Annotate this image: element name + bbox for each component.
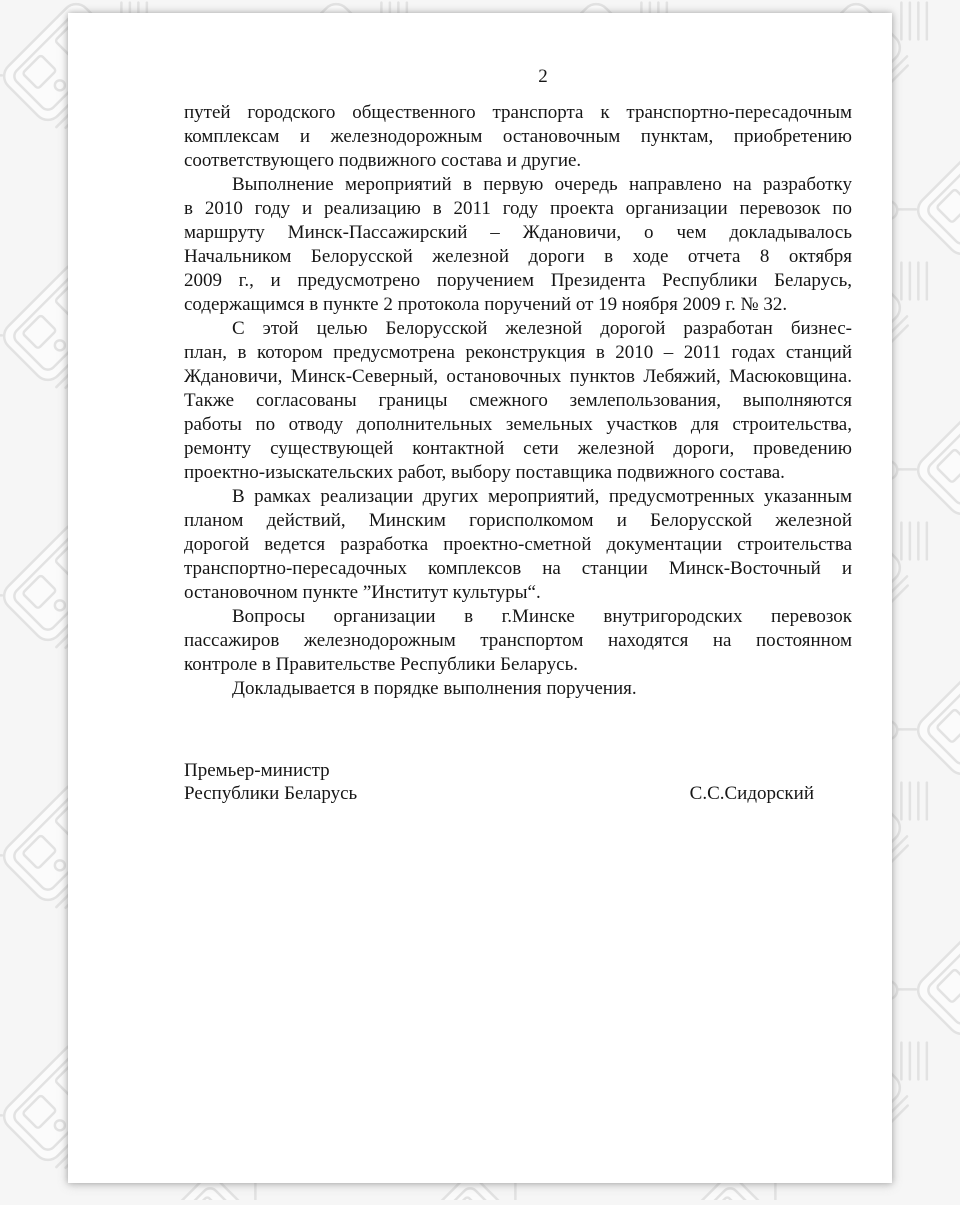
signatory-title-line: Премьер-министр	[184, 760, 330, 781]
paragraph	[184, 317, 852, 485]
text-line: дорогой ведется разработка проектно-сметной документации строительства	[184, 534, 852, 555]
document-page	[68, 13, 892, 1183]
text-line: Выполнение мероприятий в первую очередь направлено на разработку	[232, 174, 852, 195]
text-line: проектно-изыскательских работ, выбору поставщика подвижного состава.	[184, 462, 785, 483]
signature-block	[184, 759, 852, 805]
paragraph	[184, 605, 852, 677]
text-line: работы по отводу дополнительных земельных участков для строительства,	[184, 414, 852, 435]
text-line: маршруту Минск-Пассажирский – Ждановичи, о чем докладывалось	[184, 222, 852, 243]
text-line: путей городского общественного транспорта к транспортно-пересадочным	[184, 102, 852, 123]
text-line: в 2010 году и реализацию в 2011 году проекта организации перевозок по	[184, 198, 852, 219]
text-line: соответствующего подвижного состава и другие.	[184, 150, 582, 171]
text-line: содержащимся в пункте 2 протокола поручений от 19 ноября 2009 г. № 32.	[184, 294, 788, 315]
signatory-title	[184, 759, 357, 805]
text-line: транспортно-пересадочных комплексов на станции Минск-Восточный и	[184, 558, 852, 579]
text-line: В рамках реализации других мероприятий, предусмотренных указанным	[232, 486, 852, 507]
text-line: 2009 г., и предусмотрено поручением Президента Республики Беларусь,	[184, 270, 852, 291]
text-line: контроле в Правительстве Республики Беларусь.	[184, 654, 578, 675]
text-line: Докладывается в порядке выполнения поручения.	[232, 678, 637, 699]
text-line: ремонту существующей контактной сети железной дороги, проведению	[184, 438, 852, 459]
paragraph	[184, 485, 852, 605]
text-line: остановочном пункте ”Институт культуры“.	[184, 582, 541, 603]
signatory-name: С.С.Сидорский	[689, 783, 814, 804]
text-line: Также согласованы границы смежного землепользования, выполняются	[184, 390, 852, 411]
text-line: комплексам и железнодорожным остановочным пунктам, приобретению	[184, 126, 852, 147]
document-body	[184, 101, 852, 701]
signatory-title-line: Республики Беларусь	[184, 783, 358, 804]
text-line: С этой целью Белорусской железной дорогой разработан бизнес-	[232, 318, 852, 339]
text-line: план, в котором предусмотрена реконструкция в 2010 – 2011 годах станций	[184, 342, 852, 363]
text-line: Вопросы организации в г.Минске внутригородских перевозок	[232, 606, 852, 627]
text-line: Ждановичи, Минск-Северный, остановочных пунктов Лебяжий, Масюковщина.	[184, 366, 852, 387]
page-number: 2	[538, 66, 548, 87]
paragraph	[184, 101, 852, 173]
paragraph	[184, 173, 852, 317]
text-line: Начальником Белорусской железной дороги в ходе отчета 8 октября	[184, 246, 852, 267]
paragraph	[184, 677, 852, 701]
text-line: планом действий, Минским горисполкомом и Белорусской железной	[184, 510, 852, 531]
text-line: пассажиров железнодорожным транспортом находятся на постоянном	[184, 630, 852, 651]
